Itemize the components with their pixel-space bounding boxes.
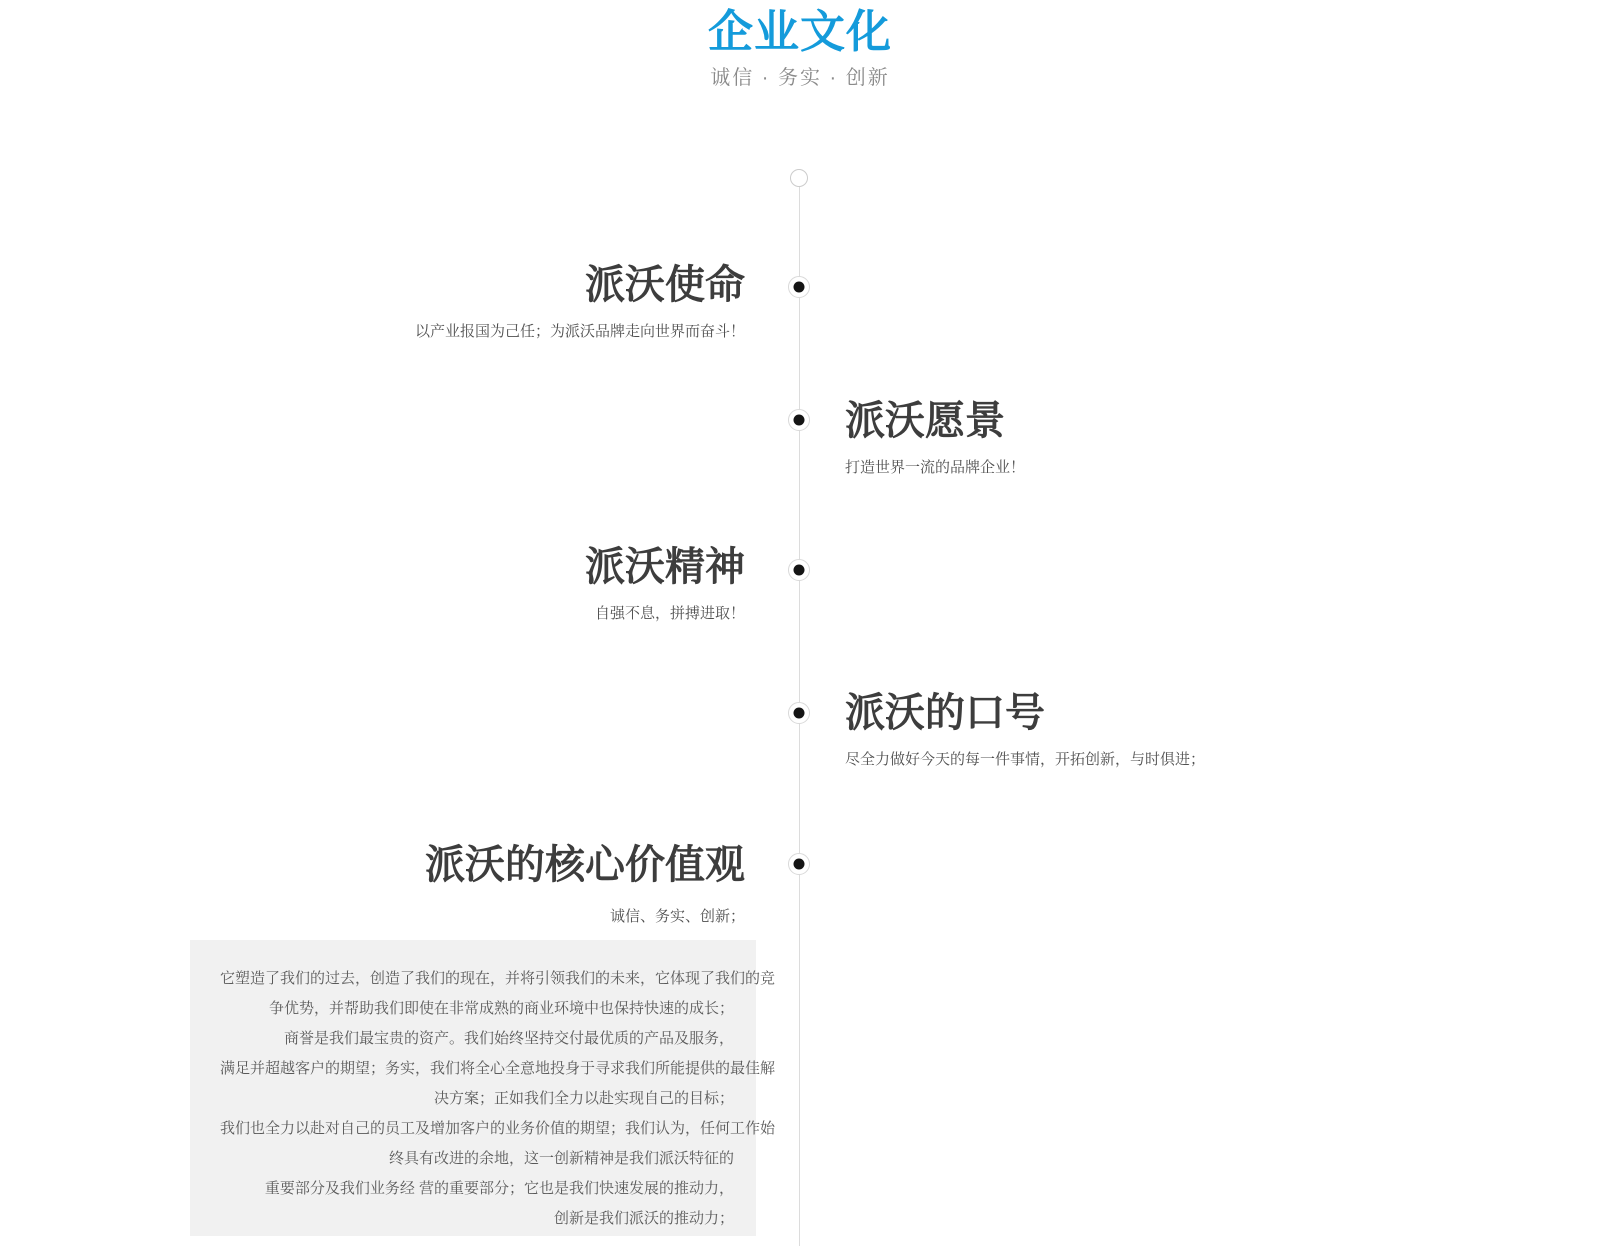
core-values-line: 商誉是我们最宝贵的资产。我们始终坚持交付最优质的产品及服务，	[283, 1030, 734, 1047]
core-values-line: 争优势，并帮助我们即使在非常成熟的商业环境中也保持快速的成长；	[268, 1000, 734, 1017]
timeline-dot-core-icon	[794, 565, 805, 576]
core-values-line: 它塑造了我们的过去，创造了我们的现在，并将引领我们的未来，它体现了我们的竞	[220, 970, 776, 987]
timeline-item-spirit	[585, 544, 745, 623]
item-title: 派沃精神	[585, 545, 745, 589]
item-desc: 以产业报国为己任；为派沃品牌走向世界而奋斗！	[414, 323, 745, 340]
core-values-box	[190, 940, 776, 1236]
timeline-dot-core-icon	[794, 708, 805, 719]
item-desc: 自强不息，拼搏进取！	[594, 605, 745, 622]
section-header	[0, 6, 1600, 90]
core-values-line: 满足并超越客户的期望；务实，我们将全心全意地投身于寻求我们所能提供的最佳解	[220, 1060, 776, 1077]
page-subtitle: 诚信 · 务实 · 创新	[710, 67, 890, 89]
item-desc: 打造世界一流的品牌企业！	[845, 459, 1026, 476]
core-values-line: 创新是我们派沃的推动力；	[553, 1210, 734, 1227]
timeline-item-vision	[845, 398, 1025, 477]
timeline-dot-icon	[788, 853, 810, 875]
item-desc: 尽全力做好今天的每一件事情，开拓创新，与时俱进；	[845, 751, 1206, 768]
item-title: 派沃的核心价值观	[425, 843, 745, 887]
timeline-item-slogan	[845, 690, 1205, 769]
timeline-dot-icon	[788, 702, 810, 724]
timeline-start-circle-icon	[790, 169, 808, 187]
core-values-line: 终具有改进的余地，这一创新精神是我们派沃特征的	[388, 1150, 734, 1167]
item-desc: 诚信、务实、创新；	[609, 908, 745, 925]
core-values-line: 决方案；正如我们全力以赴实现自己的目标；	[433, 1090, 734, 1107]
page-title: 企业文化	[707, 6, 892, 57]
core-values-line: 我们也全力以赴对自己的员工及增加客户的业务价值的期望；我们认为，任何工作始	[220, 1120, 776, 1137]
core-values-line: 重要部分及我们业务经 营的重要部分；它也是我们快速发展的推动力，	[264, 1180, 734, 1197]
timeline-dot-icon	[788, 409, 810, 431]
timeline-item-mission	[415, 262, 745, 341]
timeline-dot-icon	[788, 559, 810, 581]
timeline-dot-core-icon	[794, 859, 805, 870]
timeline-item-core-values	[425, 842, 745, 926]
item-title: 派沃的口号	[845, 691, 1045, 735]
timeline-dot-core-icon	[794, 415, 805, 426]
item-title: 派沃使命	[585, 263, 745, 307]
timeline-dot-icon	[788, 276, 810, 298]
timeline-dot-core-icon	[794, 282, 805, 293]
item-title: 派沃愿景	[845, 399, 1005, 443]
